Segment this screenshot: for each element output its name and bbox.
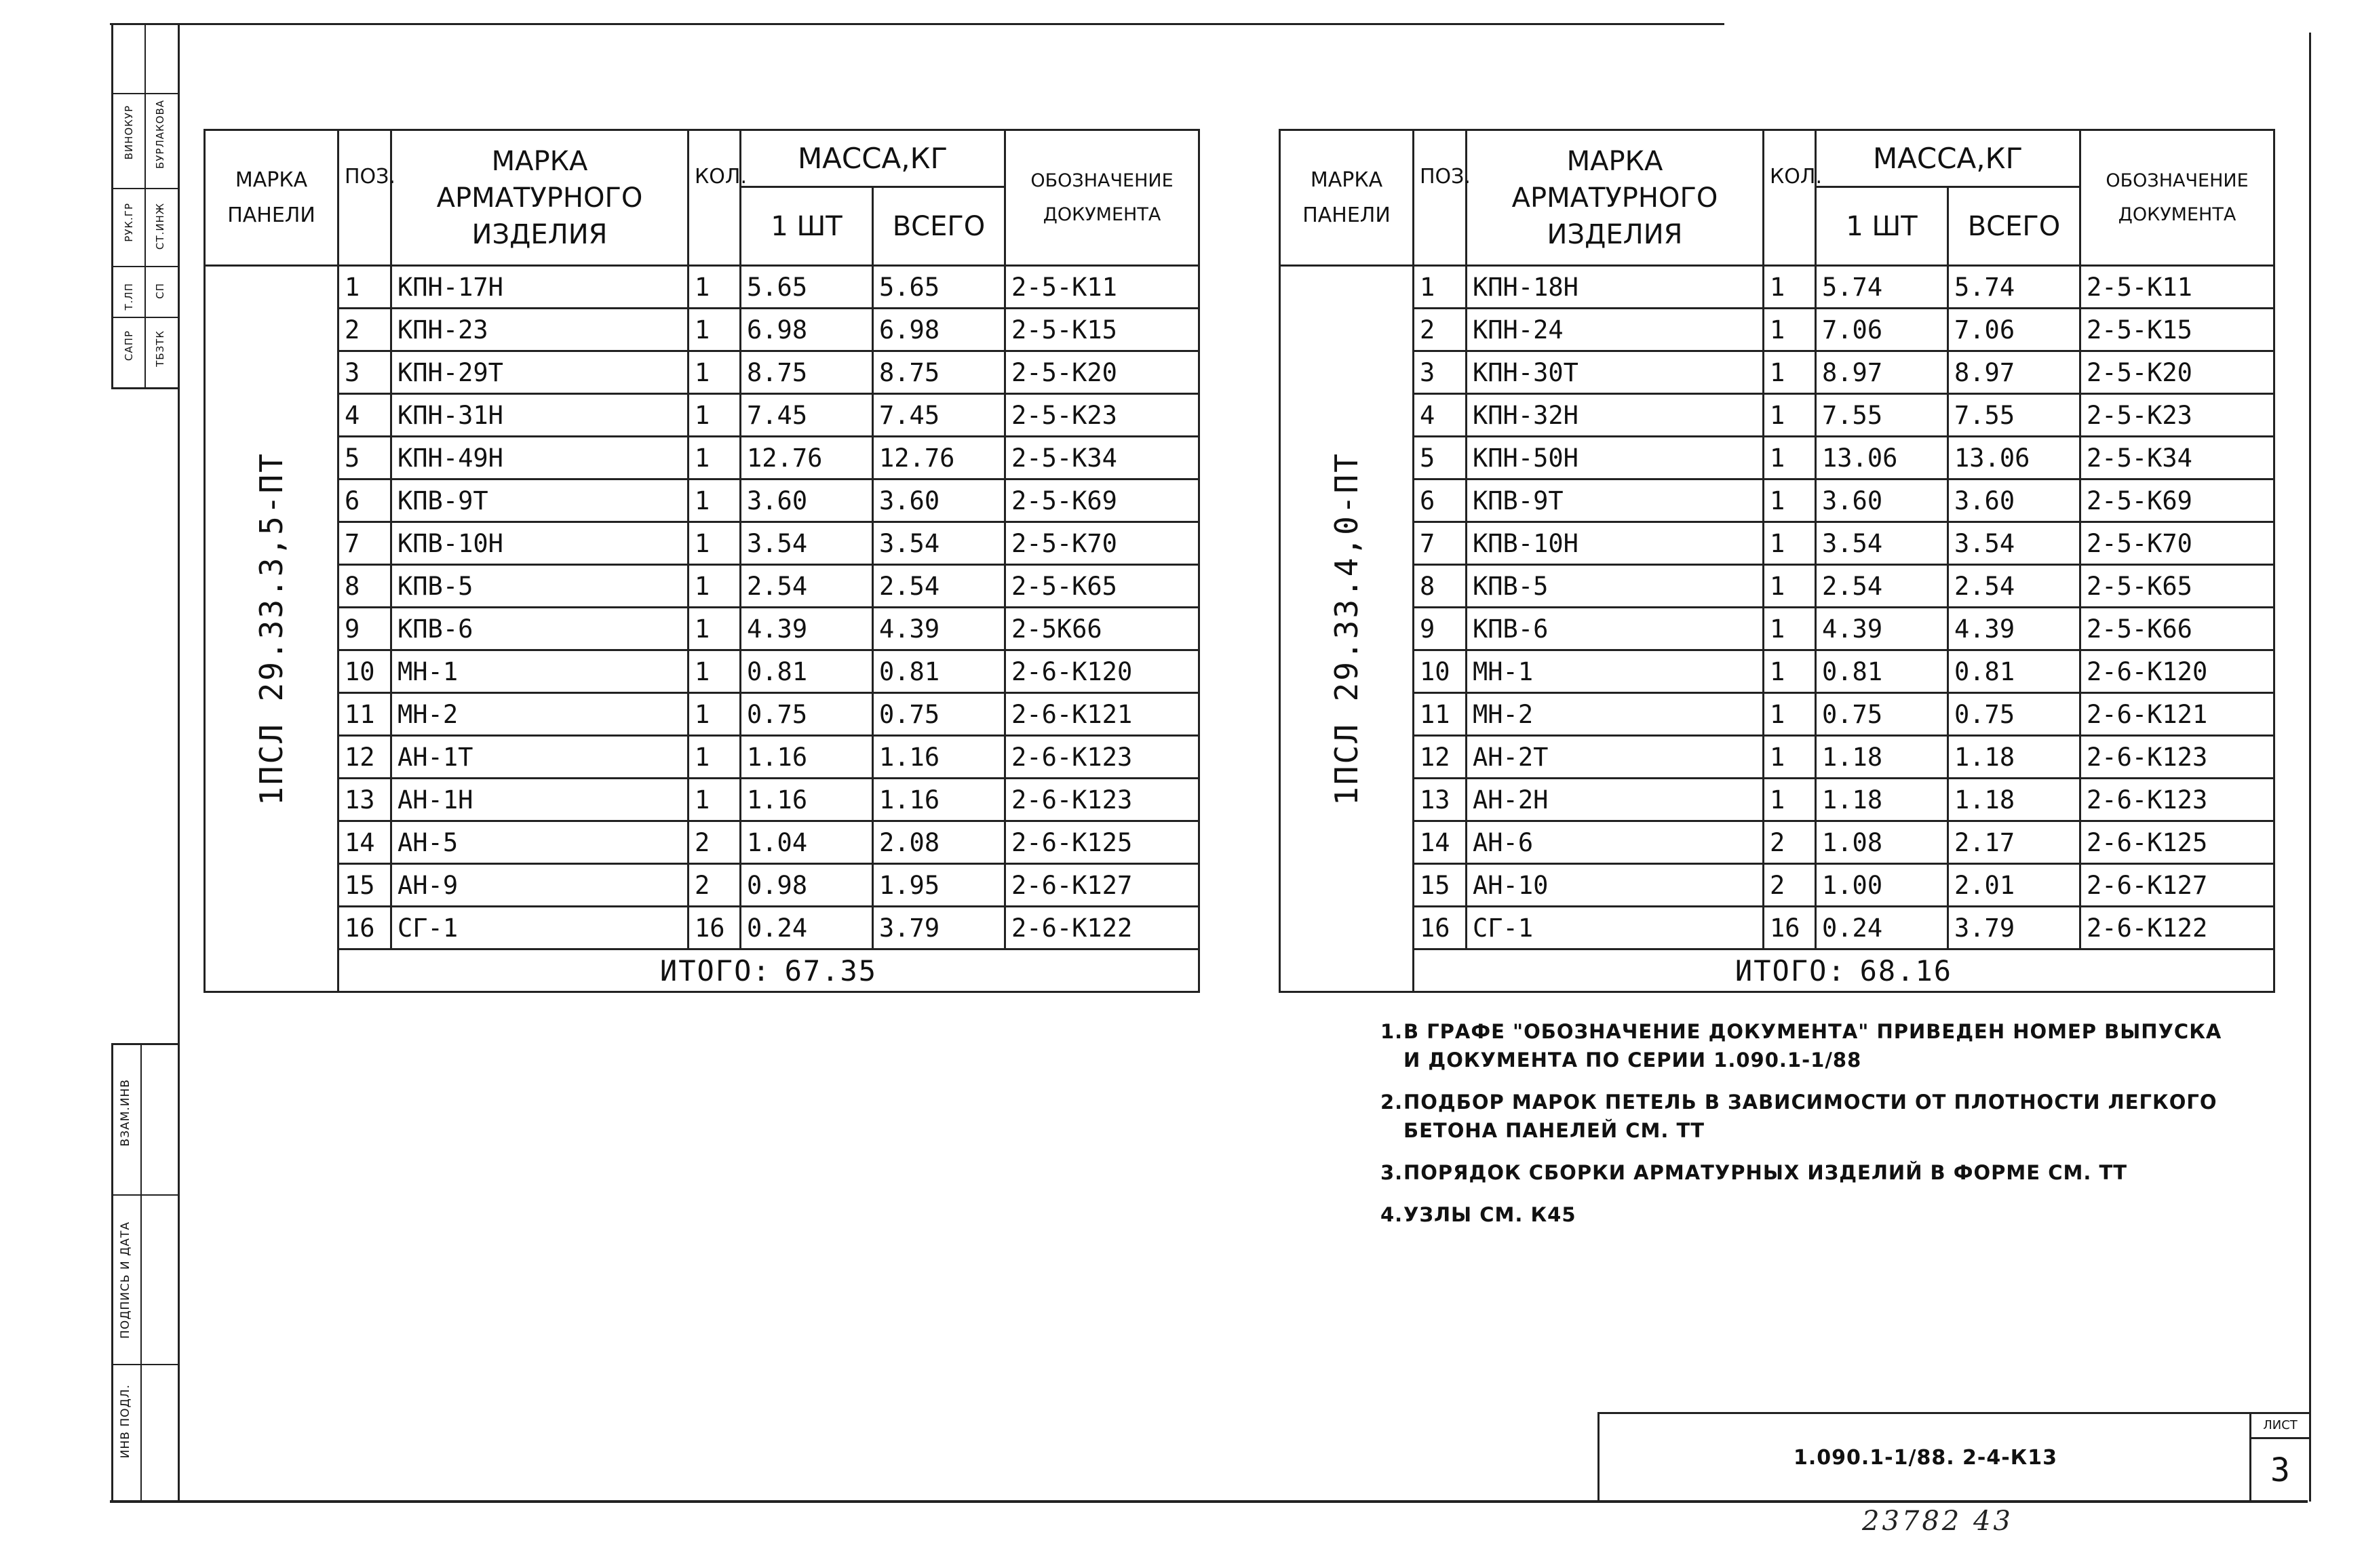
- table-row: [205, 522, 1199, 565]
- cell-doc: 2-5-К11: [2080, 266, 2274, 309]
- cell-one: 3.60: [1816, 479, 1948, 522]
- table-row: [1280, 565, 2274, 608]
- table-row: [205, 821, 1199, 864]
- cell-poz: 8: [338, 565, 391, 608]
- cell-total: 3.60: [1948, 479, 2080, 522]
- cell-total: 1.95: [873, 864, 1005, 907]
- table-row: [205, 864, 1199, 907]
- table-row: [205, 650, 1199, 693]
- cell-poz: 13: [338, 779, 391, 821]
- table-row: [1280, 266, 2274, 309]
- cell-total: 4.39: [873, 608, 1005, 650]
- title-block: [1597, 1412, 2309, 1502]
- cell-doc: 2-5-К66: [2080, 608, 2274, 650]
- cell-poz: 15: [338, 864, 391, 907]
- cell-poz: 5: [1414, 437, 1467, 479]
- cell-marka: КПВ-6: [391, 608, 689, 650]
- cell-one: 7.55: [1816, 394, 1948, 437]
- cell-kol: 1: [1764, 565, 1816, 608]
- cell-one: 12.76: [741, 437, 873, 479]
- header-item-mark: МАРКА АРМАТУРНОГО ИЗДЕЛИЯ: [1467, 130, 1764, 266]
- cell-one: 3.60: [741, 479, 873, 522]
- header-mass-total: ВСЕГО: [1948, 187, 2080, 266]
- cell-marka: СГ-1: [1467, 907, 1764, 949]
- cell-total: 2.54: [1948, 565, 2080, 608]
- cell-marka: КПН-29Т: [391, 351, 689, 394]
- cell-marka: КПН-24: [1467, 309, 1764, 351]
- cell-kol: 1: [1764, 693, 1816, 736]
- cell-doc: 2-5-К70: [2080, 522, 2274, 565]
- cell-marka: АН-2Н: [1467, 779, 1764, 821]
- cell-marka: СГ-1: [391, 907, 689, 949]
- cell-doc: 2-5-К69: [2080, 479, 2274, 522]
- cell-one: 3.54: [1816, 522, 1948, 565]
- table-row: [1280, 907, 2274, 949]
- cell-poz: 7: [338, 522, 391, 565]
- stamp-cell: Т.ЛП: [123, 283, 135, 311]
- cell-doc: 2-6-К127: [2080, 864, 2274, 907]
- cell-kol: 1: [689, 394, 741, 437]
- cell-one: 13.06: [1816, 437, 1948, 479]
- cell-kol: 1: [689, 608, 741, 650]
- note-text: ПОДБОР МАРОК ПЕТЕЛЬ В ЗАВИСИМОСТИ ОТ ПЛОТНОСТИ ЛЕГКОГО: [1403, 1091, 2217, 1114]
- table-row: [205, 266, 1199, 309]
- cell-poz: 6: [1414, 479, 1467, 522]
- cell-poz: 5: [338, 437, 391, 479]
- cell-poz: 14: [338, 821, 391, 864]
- cell-poz: 7: [1414, 522, 1467, 565]
- cell-total: 0.75: [1948, 693, 2080, 736]
- cell-kol: 1: [1764, 650, 1816, 693]
- note-number: 2.: [1380, 1091, 1403, 1114]
- cell-one: 0.75: [1816, 693, 1948, 736]
- cell-marka: КПВ-6: [1467, 608, 1764, 650]
- cell-poz: 9: [1414, 608, 1467, 650]
- cell-total: 3.54: [873, 522, 1005, 565]
- cell-total: 2.01: [1948, 864, 2080, 907]
- cell-poz: 16: [1414, 907, 1467, 949]
- table-row: [205, 907, 1199, 949]
- cell-doc: 2-5-К65: [1005, 565, 1199, 608]
- header-mass-one: 1 ШТ: [1816, 187, 1948, 266]
- cell-kol: 2: [1764, 821, 1816, 864]
- cell-one: 4.39: [741, 608, 873, 650]
- table-row: [205, 736, 1199, 779]
- cell-marka: МН-2: [391, 693, 689, 736]
- cell-kol: 1: [1764, 394, 1816, 437]
- note-text: И ДОКУМЕНТА ПО СЕРИИ 1.090.1-1/88: [1403, 1048, 1862, 1072]
- cell-total: 4.39: [1948, 608, 2080, 650]
- cell-one: 0.75: [741, 693, 873, 736]
- header-mass: МАССА,КГ: [741, 130, 1005, 187]
- table-row: [205, 351, 1199, 394]
- cell-marka: МН-1: [391, 650, 689, 693]
- cell-one: 1.16: [741, 736, 873, 779]
- cell-one: 4.39: [1816, 608, 1948, 650]
- cell-marka: АН-10: [1467, 864, 1764, 907]
- cell-poz: 12: [338, 736, 391, 779]
- table-row: [1280, 864, 2274, 907]
- cell-one: 1.18: [1816, 779, 1948, 821]
- handwritten-number: 23782 43: [1862, 1506, 2013, 1537]
- cell-doc: 2-5-К34: [1005, 437, 1199, 479]
- cell-marka: КПН-17Н: [391, 266, 689, 309]
- cell-total: 1.16: [873, 779, 1005, 821]
- header-position: ПОЗ.: [338, 130, 391, 266]
- table-row: [1280, 821, 2274, 864]
- table-row: [1280, 351, 2274, 394]
- cell-total: 2.08: [873, 821, 1005, 864]
- table-row: [1280, 309, 2274, 351]
- cell-doc: 2-5-К23: [1005, 394, 1199, 437]
- cell-kol: 1: [1764, 736, 1816, 779]
- table-row: [205, 394, 1199, 437]
- note-text: ПОРЯДОК СБОРКИ АРМАТУРНЫХ ИЗДЕЛИЙ В ФОРМЕ СМ. ТТ: [1403, 1161, 2128, 1184]
- note-item: [1380, 1017, 2283, 1074]
- stamp-cell: ВЗАМ.ИНВ: [119, 1079, 132, 1147]
- table-row: [205, 779, 1199, 821]
- side-approval-stamp: [111, 23, 178, 389]
- cell-kol: 1: [689, 266, 741, 309]
- cell-kol: 2: [689, 821, 741, 864]
- header-document: ОБОЗНАЧЕНИЕ ДОКУМЕНТА: [2080, 130, 2274, 266]
- cell-total: 12.76: [873, 437, 1005, 479]
- cell-kol: 2: [689, 864, 741, 907]
- cell-marka: КПН-18Н: [1467, 266, 1764, 309]
- cell-kol: 1: [689, 437, 741, 479]
- sheet-box: [2249, 1414, 2309, 1502]
- header-mass-total: ВСЕГО: [873, 187, 1005, 266]
- cell-poz: 1: [1414, 266, 1467, 309]
- cell-poz: 12: [1414, 736, 1467, 779]
- header-quantity: КОЛ.: [689, 130, 741, 266]
- cell-one: 0.24: [741, 907, 873, 949]
- cell-one: 0.81: [1816, 650, 1948, 693]
- table-row: [205, 309, 1199, 351]
- header-quantity: КОЛ.: [1764, 130, 1816, 266]
- cell-kol: 1: [1764, 779, 1816, 821]
- cell-marka: КПВ-10Н: [391, 522, 689, 565]
- cell-one: 7.06: [1816, 309, 1948, 351]
- note-item: [1380, 1088, 2283, 1145]
- cell-doc: 2-5-К11: [1005, 266, 1199, 309]
- cell-poz: 11: [338, 693, 391, 736]
- document-code: 1.090.1-1/88. 2-4-К13: [1794, 1446, 2057, 1470]
- cell-total: 8.75: [873, 351, 1005, 394]
- cell-poz: 15: [1414, 864, 1467, 907]
- notes-list: [1380, 1017, 2283, 1242]
- cell-doc: 2-6-К127: [1005, 864, 1199, 907]
- cell-poz: 10: [338, 650, 391, 693]
- table-row: [205, 479, 1199, 522]
- cell-one: 5.74: [1816, 266, 1948, 309]
- cell-marka: АН-2Т: [1467, 736, 1764, 779]
- cell-one: 5.65: [741, 266, 873, 309]
- stamp-cell: ВИНОКУР: [123, 105, 135, 160]
- cell-one: 2.54: [741, 565, 873, 608]
- cell-total: 6.98: [873, 309, 1005, 351]
- cell-marka: МН-2: [1467, 693, 1764, 736]
- cell-doc: 2-5-К23: [2080, 394, 2274, 437]
- sheet-label: ЛИСТ: [2251, 1414, 2309, 1439]
- cell-total: 3.79: [873, 907, 1005, 949]
- stamp-cell: ПОДПИСЬ И ДАТА: [119, 1221, 132, 1339]
- cell-doc: 2-5-К70: [1005, 522, 1199, 565]
- note-text: БЕТОНА ПАНЕЛЕЙ СМ. ТТ: [1403, 1119, 1705, 1142]
- cell-doc: 2-5-К65: [2080, 565, 2274, 608]
- cell-poz: 14: [1414, 821, 1467, 864]
- frame-top-border: [110, 23, 1724, 25]
- cell-marka: КПН-49Н: [391, 437, 689, 479]
- cell-one: 1.00: [1816, 864, 1948, 907]
- cell-doc: 2-6-К121: [1005, 693, 1199, 736]
- cell-total: 0.81: [1948, 650, 2080, 693]
- cell-doc: 2-6-К121: [2080, 693, 2274, 736]
- cell-poz: 8: [1414, 565, 1467, 608]
- cell-marka: КПН-32Н: [1467, 394, 1764, 437]
- header-document: ОБОЗНАЧЕНИЕ ДОКУМЕНТА: [1005, 130, 1199, 266]
- cell-kol: 1: [1764, 522, 1816, 565]
- stamp-cell: ТБЗТК: [154, 330, 166, 367]
- cell-kol: 16: [1764, 907, 1816, 949]
- cell-kol: 1: [689, 779, 741, 821]
- table-row: [1280, 650, 2274, 693]
- table-row: [1280, 394, 2274, 437]
- cell-total: 7.06: [1948, 309, 2080, 351]
- note-text: УЗЛЫ СМ. К45: [1403, 1203, 1576, 1226]
- cell-total: 1.16: [873, 736, 1005, 779]
- note-item: [1380, 1200, 2283, 1229]
- cell-total: 3.60: [873, 479, 1005, 522]
- table-row: [205, 693, 1199, 736]
- cell-marka: КПН-50Н: [1467, 437, 1764, 479]
- panel-mark-label: 1ПСЛ 29.33.3,5-ПТ: [253, 452, 290, 806]
- cell-kol: 1: [689, 693, 741, 736]
- table-row: [1280, 736, 2274, 779]
- cell-doc: 2-5-К20: [1005, 351, 1199, 394]
- table-row: [1280, 479, 2274, 522]
- cell-kol: 1: [1764, 479, 1816, 522]
- cell-poz: 6: [338, 479, 391, 522]
- cell-total: 5.65: [873, 266, 1005, 309]
- side-inventory-stamp: [111, 1043, 178, 1502]
- cell-one: 1.16: [741, 779, 873, 821]
- cell-total: 0.81: [873, 650, 1005, 693]
- frame-right-border: [2309, 33, 2311, 1502]
- table-row: [1280, 779, 2274, 821]
- cell-doc: 2-6-К123: [1005, 779, 1199, 821]
- spec-table-right: [1279, 129, 2275, 993]
- cell-marka: МН-1: [1467, 650, 1764, 693]
- cell-doc: 2-6-К122: [1005, 907, 1199, 949]
- total-label: ИТОГО:: [659, 954, 771, 987]
- cell-one: 0.81: [741, 650, 873, 693]
- total-label: ИТОГО:: [1735, 954, 1846, 987]
- cell-one: 8.97: [1816, 351, 1948, 394]
- stamp-cell: ИНВ ПОДЛ.: [119, 1384, 132, 1459]
- panel-mark-cell: [205, 266, 338, 992]
- cell-marka: АН-6: [1467, 821, 1764, 864]
- total-cell: [1414, 949, 2274, 992]
- header-mass-one: 1 ШТ: [741, 187, 873, 266]
- cell-one: 3.54: [741, 522, 873, 565]
- stamp-cell: БУРЛАКОВА: [154, 100, 166, 170]
- cell-poz: 4: [338, 394, 391, 437]
- cell-kol: 16: [689, 907, 741, 949]
- cell-kol: 1: [1764, 351, 1816, 394]
- cell-one: 1.08: [1816, 821, 1948, 864]
- cell-marka: АН-5: [391, 821, 689, 864]
- cell-total: 2.17: [1948, 821, 2080, 864]
- cell-one: 0.24: [1816, 907, 1948, 949]
- table-row: [205, 608, 1199, 650]
- note-text: В ГРАФЕ "ОБОЗНАЧЕНИЕ ДОКУМЕНТА" ПРИВЕДЕН НОМЕР ВЫПУСКА: [1403, 1020, 2222, 1043]
- total-row: [1280, 949, 2274, 992]
- cell-doc: 2-6-К122: [2080, 907, 2274, 949]
- table-row: [205, 437, 1199, 479]
- cell-total: 5.74: [1948, 266, 2080, 309]
- cell-one: 8.75: [741, 351, 873, 394]
- panel-mark-label: 1ПСЛ 29.33.4,0-ПТ: [1328, 452, 1365, 806]
- cell-one: 0.98: [741, 864, 873, 907]
- note-item: [1380, 1158, 2283, 1187]
- cell-one: 1.18: [1816, 736, 1948, 779]
- cell-marka: КПН-31Н: [391, 394, 689, 437]
- stamp-cell: САПР: [123, 330, 135, 361]
- header-mass: МАССА,КГ: [1816, 130, 2080, 187]
- note-number: 4.: [1380, 1203, 1403, 1226]
- cell-doc: 2-6-К125: [1005, 821, 1199, 864]
- cell-kol: 1: [1764, 309, 1816, 351]
- cell-kol: 1: [1764, 608, 1816, 650]
- cell-doc: 2-6-К123: [2080, 779, 2274, 821]
- cell-marka: АН-1Т: [391, 736, 689, 779]
- table-body-right: [1280, 266, 2274, 992]
- cell-total: 8.97: [1948, 351, 2080, 394]
- cell-doc: 2-5-К20: [2080, 351, 2274, 394]
- cell-kol: 1: [689, 309, 741, 351]
- cell-kol: 1: [1764, 266, 1816, 309]
- cell-doc: 2-5-К34: [2080, 437, 2274, 479]
- total-cell: [338, 949, 1199, 992]
- cell-total: 13.06: [1948, 437, 2080, 479]
- cell-poz: 3: [338, 351, 391, 394]
- cell-doc: 2-5-К69: [1005, 479, 1199, 522]
- cell-total: 0.75: [873, 693, 1005, 736]
- cell-doc: 2-6-К123: [1005, 736, 1199, 779]
- table-body-left: [205, 266, 1199, 992]
- cell-one: 7.45: [741, 394, 873, 437]
- cell-doc: 2-5К66: [1005, 608, 1199, 650]
- cell-marka: АН-1Н: [391, 779, 689, 821]
- cell-poz: 1: [338, 266, 391, 309]
- table-row: [205, 565, 1199, 608]
- cell-doc: 2-6-К120: [1005, 650, 1199, 693]
- cell-marka: АН-9: [391, 864, 689, 907]
- header-panel-mark: МАРКА ПАНЕЛИ: [205, 130, 338, 266]
- cell-poz: 3: [1414, 351, 1467, 394]
- table-row: [1280, 437, 2274, 479]
- frame-left-border: [178, 23, 180, 1502]
- cell-kol: 1: [1764, 437, 1816, 479]
- cell-poz: 16: [338, 907, 391, 949]
- cell-marka: КПН-23: [391, 309, 689, 351]
- note-number: 3.: [1380, 1161, 1403, 1184]
- total-value: 68.16: [1859, 954, 1953, 987]
- table-row: [1280, 522, 2274, 565]
- spec-table-left: [204, 129, 1200, 993]
- cell-doc: 2-6-К123: [2080, 736, 2274, 779]
- cell-kol: 1: [689, 736, 741, 779]
- cell-poz: 13: [1414, 779, 1467, 821]
- cell-kol: 1: [689, 650, 741, 693]
- cell-kol: 2: [1764, 864, 1816, 907]
- cell-marka: КПВ-10Н: [1467, 522, 1764, 565]
- cell-total: 7.55: [1948, 394, 2080, 437]
- cell-poz: 11: [1414, 693, 1467, 736]
- cell-doc: 2-6-К125: [2080, 821, 2274, 864]
- cell-kol: 1: [689, 479, 741, 522]
- cell-total: 1.18: [1948, 736, 2080, 779]
- cell-poz: 10: [1414, 650, 1467, 693]
- table-row: [1280, 608, 2274, 650]
- cell-marka: КПВ-5: [391, 565, 689, 608]
- header-item-mark: МАРКА АРМАТУРНОГО ИЗДЕЛИЯ: [391, 130, 689, 266]
- sheet-number: 3: [2270, 1451, 2290, 1489]
- cell-kol: 1: [689, 522, 741, 565]
- cell-poz: 2: [338, 309, 391, 351]
- cell-poz: 2: [1414, 309, 1467, 351]
- cell-one: 1.04: [741, 821, 873, 864]
- cell-doc: 2-6-К120: [2080, 650, 2274, 693]
- cell-total: 1.18: [1948, 779, 2080, 821]
- cell-poz: 9: [338, 608, 391, 650]
- cell-one: 6.98: [741, 309, 873, 351]
- cell-total: 3.79: [1948, 907, 2080, 949]
- table-row: [1280, 693, 2274, 736]
- note-number: 1.: [1380, 1020, 1403, 1043]
- cell-one: 2.54: [1816, 565, 1948, 608]
- cell-total: 2.54: [873, 565, 1005, 608]
- panel-mark-cell: [1280, 266, 1414, 992]
- cell-kol: 1: [689, 565, 741, 608]
- header-panel-mark: МАРКА ПАНЕЛИ: [1280, 130, 1414, 266]
- cell-doc: 2-5-К15: [1005, 309, 1199, 351]
- cell-marka: КПВ-9Т: [1467, 479, 1764, 522]
- cell-poz: 4: [1414, 394, 1467, 437]
- header-position: ПОЗ.: [1414, 130, 1467, 266]
- cell-marka: КПН-30Т: [1467, 351, 1764, 394]
- stamp-cell: СП: [154, 283, 166, 299]
- total-row: [205, 949, 1199, 992]
- cell-kol: 1: [689, 351, 741, 394]
- cell-marka: КПВ-5: [1467, 565, 1764, 608]
- stamp-cell: СТ.ИНЖ: [154, 203, 166, 250]
- stamp-cell: РУК.ГР: [123, 203, 135, 242]
- cell-marka: КПВ-9Т: [391, 479, 689, 522]
- cell-doc: 2-5-К15: [2080, 309, 2274, 351]
- cell-total: 3.54: [1948, 522, 2080, 565]
- cell-total: 7.45: [873, 394, 1005, 437]
- total-value: 67.35: [784, 954, 878, 987]
